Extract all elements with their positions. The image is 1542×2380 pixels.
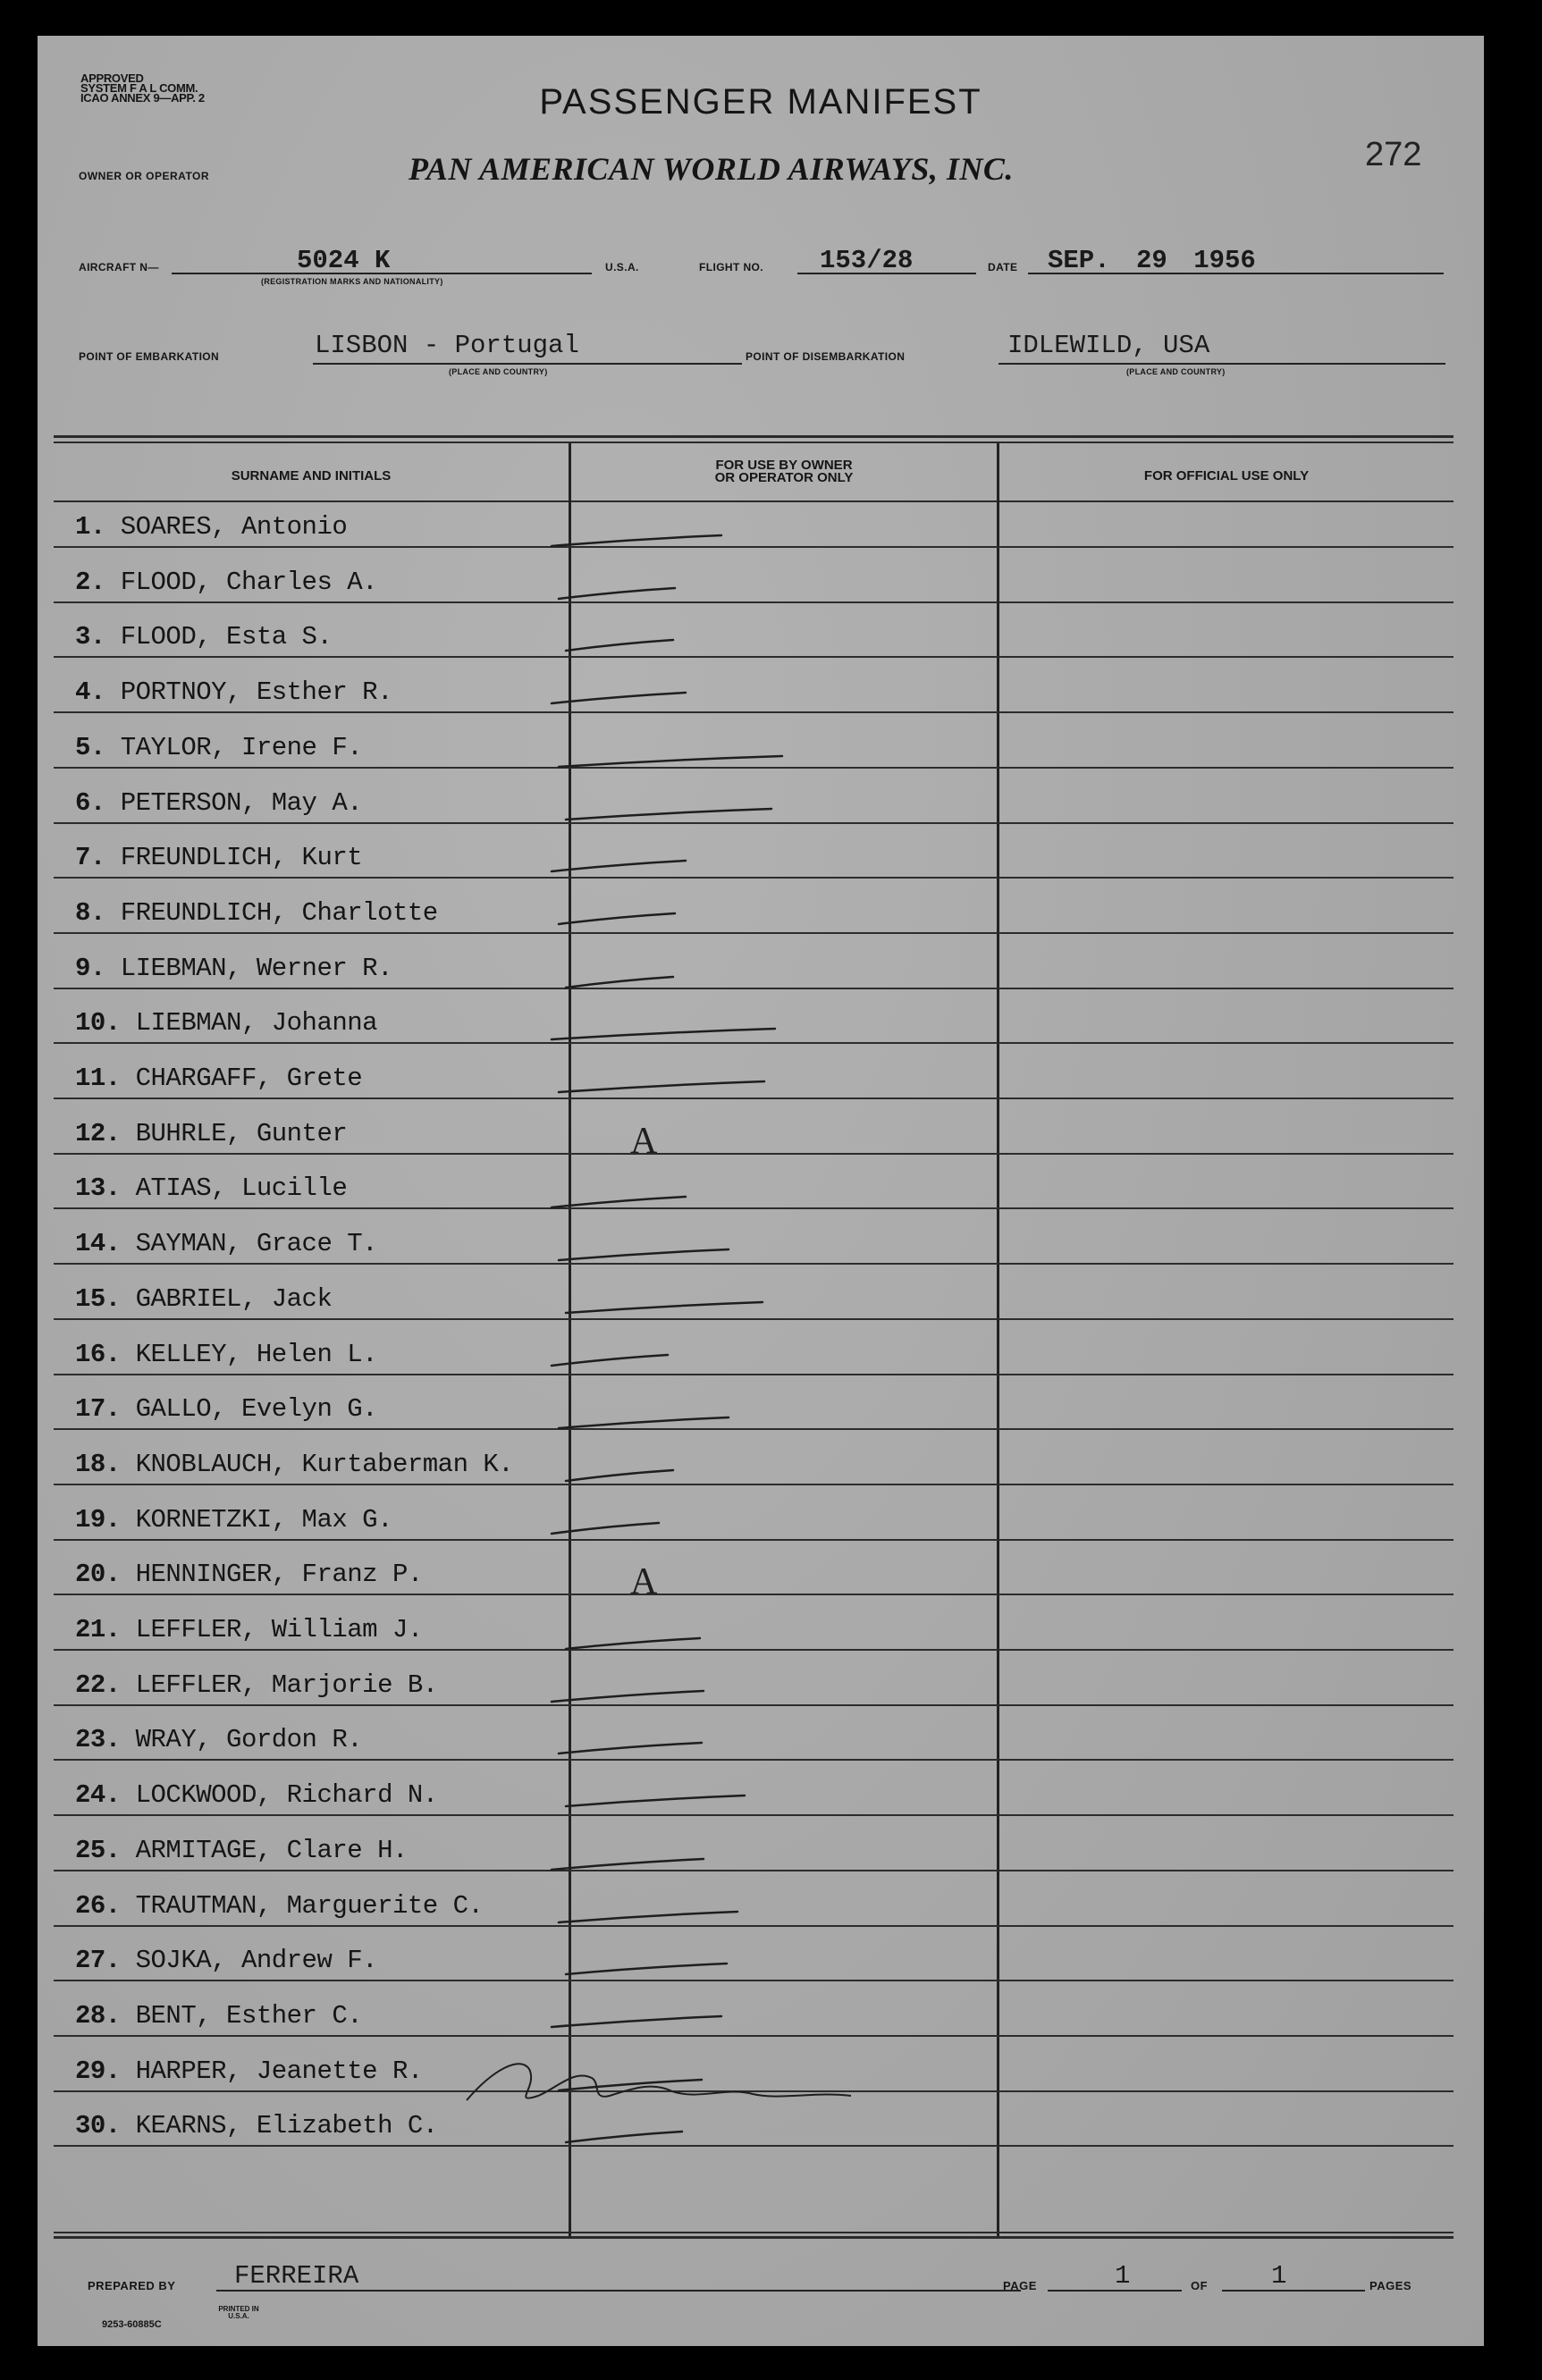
of-label: OF <box>1191 2279 1209 2292</box>
row-number: 27. <box>75 1946 121 1975</box>
row-number: 4. <box>75 677 105 707</box>
row-number: 1. <box>75 512 105 542</box>
row-number: 18. <box>75 1450 121 1479</box>
check-stroke <box>566 1302 763 1313</box>
check-mark <box>534 1561 802 1606</box>
check-mark <box>534 1782 802 1827</box>
row-number: 21. <box>75 1615 121 1644</box>
check-mark <box>534 2003 802 2048</box>
check-mark <box>534 1947 802 1992</box>
print-stamp: PRINTED IN U.S.A. <box>218 2305 259 2320</box>
check-stroke <box>552 1355 668 1366</box>
check-stroke <box>552 1691 704 1702</box>
check-mark <box>534 1838 802 1882</box>
column-header-owner-line: FOR USE BY OWNER <box>715 458 853 473</box>
check-stroke <box>559 913 675 924</box>
check-mark <box>534 1672 802 1717</box>
table-row <box>75 1340 377 1369</box>
passenger-name: GALLO, Evelyn G. <box>135 1394 378 1424</box>
table-row <box>75 622 332 652</box>
table-row <box>75 1891 483 1921</box>
table-row <box>75 2111 438 2140</box>
table-row <box>75 568 377 597</box>
table-row <box>75 1119 347 1148</box>
table-row <box>75 1008 377 1038</box>
prepared-by-label: PREPARED BY <box>88 2279 176 2292</box>
table-row <box>75 2001 362 2031</box>
table-row <box>75 1615 423 1644</box>
check-mark <box>534 1451 802 1496</box>
table-top-rule <box>54 435 1454 438</box>
passenger-name: GABRIEL, Jack <box>135 1284 333 1314</box>
check-stroke <box>566 1964 727 1974</box>
check-stroke <box>552 1523 659 1534</box>
row-number: 28. <box>75 2001 121 2031</box>
date-label: DATE <box>988 261 1018 273</box>
page-title: PASSENGER MANIFEST <box>539 82 982 122</box>
check-stroke <box>552 535 721 546</box>
row-number: 19. <box>75 1505 121 1535</box>
handwritten-mark: A <box>630 1121 658 1162</box>
check-mark <box>534 514 802 559</box>
flight-label: FLIGHT NO. <box>699 261 763 273</box>
pages-label: PAGES <box>1369 2279 1412 2292</box>
row-number: 7. <box>75 843 105 872</box>
row-number: 6. <box>75 788 105 818</box>
table-row <box>75 1394 377 1424</box>
check-mark <box>534 1893 802 1938</box>
check-mark <box>534 1341 802 1386</box>
table-row <box>75 788 362 818</box>
passenger-name: HENNINGER, Franz P. <box>135 1560 423 1589</box>
table-row <box>75 1450 513 1479</box>
check-stroke <box>552 2016 721 2027</box>
embarkation-sub-label: (PLACE AND COUNTRY) <box>449 367 548 376</box>
embarkation-value: LISBON - Portugal <box>315 331 579 360</box>
passenger-name: BUHRLE, Gunter <box>135 1119 348 1148</box>
flight-number: 153/28 <box>820 246 914 275</box>
check-stroke <box>559 756 782 767</box>
table-row <box>75 843 362 872</box>
table-row <box>75 677 392 707</box>
check-mark <box>534 955 802 1000</box>
table-row <box>75 1505 392 1535</box>
passenger-name: SOARES, Antonio <box>120 512 348 542</box>
table-row <box>75 954 392 983</box>
passenger-name: ATIAS, Lucille <box>135 1173 348 1203</box>
check-mark <box>534 1065 802 1110</box>
passenger-name: HARPER, Jeanette R. <box>135 2056 423 2086</box>
check-stroke <box>559 1417 729 1428</box>
row-number: 2. <box>75 568 105 597</box>
check-stroke <box>559 1249 729 1260</box>
check-mark <box>534 1617 802 1661</box>
of-value: 1 <box>1271 2261 1287 2291</box>
check-mark <box>534 1507 802 1552</box>
check-stroke <box>566 2132 682 2142</box>
row-number: 23. <box>75 1725 121 1754</box>
table-row <box>75 1670 438 1700</box>
prepared-by-value: FERREIRA <box>234 2261 359 2291</box>
of-underline <box>1222 2290 1365 2292</box>
table-row <box>75 1284 332 1314</box>
table-row <box>75 1229 377 1258</box>
table-row <box>75 1173 347 1203</box>
row-number: 29. <box>75 2056 121 2086</box>
table-top-rule-inner <box>54 442 1454 443</box>
row-number: 5. <box>75 733 105 762</box>
check-stroke <box>552 693 686 703</box>
row-number: 13. <box>75 1173 121 1203</box>
check-mark <box>534 1121 802 1165</box>
row-number: 15. <box>75 1284 121 1314</box>
check-mark <box>534 569 802 614</box>
operator-name: PAN AMERICAN WORLD AIRWAYS, INC. <box>409 151 1014 187</box>
passenger-name: LEFFLER, Marjorie B. <box>135 1670 438 1700</box>
column-header-owner <box>571 459 997 484</box>
row-number: 10. <box>75 1008 121 1038</box>
row-number: 16. <box>75 1340 121 1369</box>
check-stroke <box>566 977 673 988</box>
row-number: 12. <box>75 1119 121 1148</box>
row-number: 24. <box>75 1780 121 1810</box>
check-stroke <box>552 1859 704 1870</box>
page-value: 1 <box>1115 2261 1131 2291</box>
table-row <box>75 1836 408 1865</box>
aircraft-value: 5024 K <box>297 246 391 275</box>
check-stroke <box>566 809 771 820</box>
check-mark <box>534 1231 802 1275</box>
embarkation-underline <box>313 363 742 365</box>
page-label: PAGE <box>1003 2279 1037 2292</box>
check-stroke <box>559 1743 702 1753</box>
table-row <box>75 512 347 542</box>
nationality-label: U.S.A. <box>605 261 639 273</box>
embarkation-label: POINT OF EMBARKATION <box>79 350 220 363</box>
check-stroke <box>552 1029 775 1039</box>
page-number: 272 <box>1365 136 1422 173</box>
passenger-name: FREUNDLICH, Kurt <box>120 843 363 872</box>
row-number: 17. <box>75 1394 121 1424</box>
check-stroke <box>566 1470 673 1481</box>
disembarkation-value: IDLEWILD, USA <box>1007 331 1210 360</box>
table-row <box>75 1560 423 1589</box>
passenger-name: PETERSON, May A. <box>120 788 363 818</box>
flight-date: SEP. 29 1956 <box>1048 246 1256 275</box>
passenger-name: BENT, Esther C. <box>135 2001 363 2031</box>
check-mark <box>534 790 802 835</box>
passenger-name: KNOBLAUCH, Kurtaberman K. <box>135 1450 514 1479</box>
row-number: 25. <box>75 1836 121 1865</box>
check-stroke <box>559 1081 764 1092</box>
check-stroke <box>552 1197 686 1207</box>
passenger-name: LOCKWOOD, Richard N. <box>135 1780 438 1810</box>
check-stroke <box>559 1912 737 1922</box>
check-mark <box>534 1286 802 1331</box>
table-header-rule <box>54 500 1454 502</box>
passenger-name: SAYMAN, Grace T. <box>135 1229 378 1258</box>
check-mark <box>534 624 802 669</box>
row-number: 3. <box>75 622 105 652</box>
owner-label: OWNER OR OPERATOR <box>79 170 210 182</box>
passenger-name: TRAUTMAN, Marguerite C. <box>135 1891 484 1921</box>
check-stroke <box>566 1796 745 1806</box>
aircraft-sub-label: (REGISTRATION MARKS AND NATIONALITY) <box>261 277 443 286</box>
table-row <box>75 1064 362 1093</box>
column-header-surname: SURNAME AND INITIALS <box>231 468 392 484</box>
form-number: 9253-60885C <box>102 2319 162 2330</box>
table-bottom-rule-inner <box>54 2236 1454 2239</box>
check-stroke <box>559 588 675 599</box>
passenger-name: PORTNOY, Esther R. <box>120 677 392 707</box>
handwritten-mark: A <box>630 1561 658 1602</box>
check-mark <box>534 1396 802 1441</box>
passenger-name: ARMITAGE, Clare H. <box>135 1836 408 1865</box>
check-mark <box>534 1010 802 1055</box>
check-stroke <box>552 861 686 871</box>
passenger-name: SOJKA, Andrew F. <box>135 1946 378 1975</box>
check-mark <box>534 1175 802 1220</box>
row-number: 22. <box>75 1670 121 1700</box>
passenger-name: CHARGAFF, Grete <box>135 1064 363 1093</box>
check-mark <box>534 735 802 779</box>
row-number: 8. <box>75 898 105 928</box>
row-number: 30. <box>75 2111 121 2140</box>
check-mark <box>534 845 802 889</box>
passenger-name: KORNETZKI, Max G. <box>135 1505 392 1535</box>
table-row <box>75 2056 423 2086</box>
passenger-name: LEFFLER, William J. <box>135 1615 423 1644</box>
disembarkation-sub-label: (PLACE AND COUNTRY) <box>1126 367 1226 376</box>
column-header-owner-line: OR OPERATOR ONLY <box>714 470 854 485</box>
check-stroke <box>566 1638 700 1649</box>
table-row <box>75 1725 362 1754</box>
passenger-name: FLOOD, Charles A. <box>120 568 378 597</box>
row-number: 14. <box>75 1229 121 1258</box>
row-number: 9. <box>75 954 105 983</box>
passenger-name: TAYLOR, Irene F. <box>120 733 363 762</box>
row-number: 20. <box>75 1560 121 1589</box>
row-number: 11. <box>75 1064 121 1093</box>
approval-line: SYSTEM F A L COMM. <box>80 81 198 95</box>
disembarkation-label: POINT OF DISEMBARKATION <box>746 350 906 363</box>
check-mark <box>534 900 802 945</box>
passenger-name: KELLEY, Helen L. <box>135 1340 378 1369</box>
approval-line: ICAO ANNEX 9—APP. 2 <box>80 91 205 105</box>
check-stroke <box>566 640 673 651</box>
passenger-name: WRAY, Gordon R. <box>135 1725 363 1754</box>
table-row <box>75 1946 377 1975</box>
passenger-name: FLOOD, Esta S. <box>120 622 333 652</box>
row-number: 26. <box>75 1891 121 1921</box>
manifest-sheet <box>38 36 1484 2346</box>
check-mark <box>534 1727 802 1771</box>
disembarkation-underline <box>999 363 1445 365</box>
table-row <box>75 1780 438 1810</box>
passenger-name: LIEBMAN, Werner R. <box>120 954 392 983</box>
check-mark <box>534 679 802 724</box>
signature-scribble <box>458 2051 923 2123</box>
approval-line: APPROVED <box>80 71 144 85</box>
table-bottom-rule <box>54 2232 1454 2233</box>
table-row <box>75 733 362 762</box>
passenger-name: FREUNDLICH, Charlotte <box>120 898 438 928</box>
table-row <box>75 898 438 928</box>
passenger-name: LIEBMAN, Johanna <box>135 1008 378 1038</box>
aircraft-label: AIRCRAFT N— <box>79 261 159 273</box>
column-header-official: FOR OFFICIAL USE ONLY <box>1143 468 1310 484</box>
passenger-name: KEARNS, Elizabeth C. <box>135 2111 438 2140</box>
